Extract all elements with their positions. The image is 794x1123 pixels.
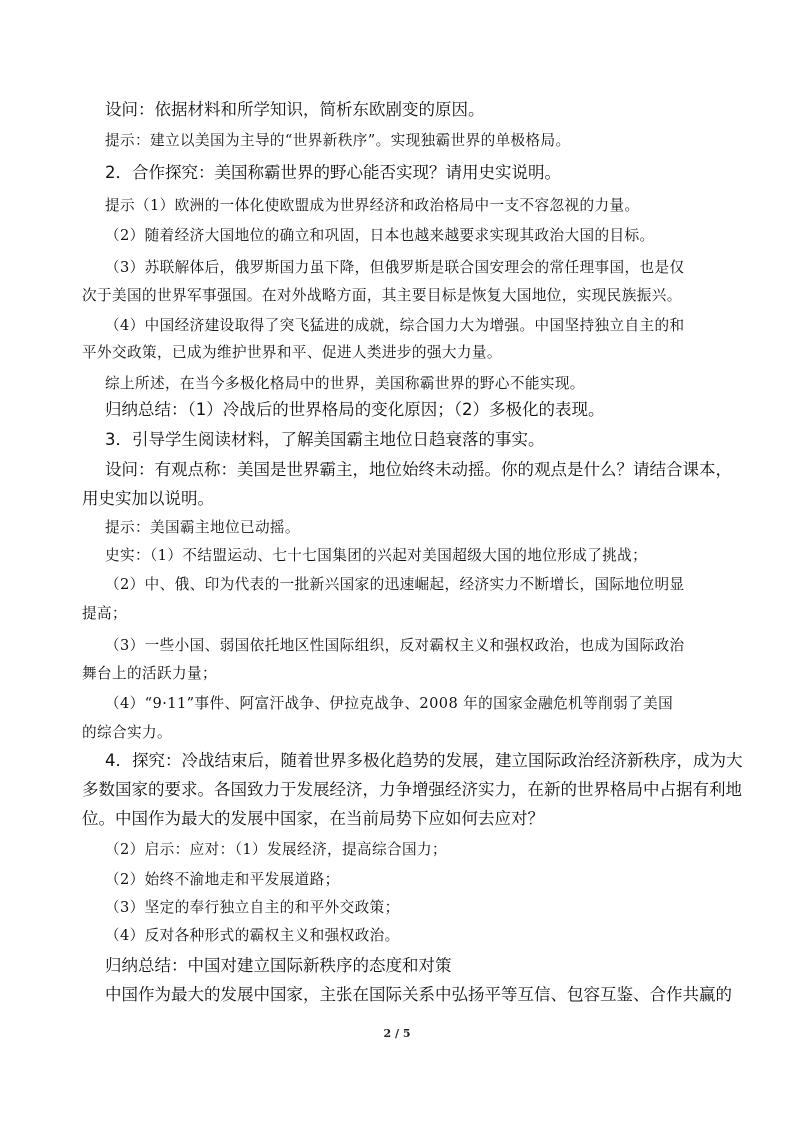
text-line: 史实：（1）不结盟运动、七十七国集团的兴起对美国超级大国的地位形成了挑战；	[105, 547, 648, 564]
text-line: 提示：美国霸主地位已动摇。	[105, 519, 300, 536]
page-number: 2 / 5	[383, 1027, 411, 1040]
text-line: 归纳总结：（1）冷战后的世界格局的变化原因；（2）多极化的表现。	[105, 400, 605, 419]
text-line: （2）中、俄、印为代表的一批新兴国家的迅速崛起，经济实力不断增长，国际地位明显	[105, 576, 685, 593]
text-line: 多数国家的要求。各国致力于发展经济，力争增强经济实力，在新的世界格局中占据有利地	[82, 780, 742, 799]
text-line: 4．探究：冷战结束后，随着世界多极化趋势的发展，建立国际政治经济新秩序，成为大	[105, 751, 743, 770]
text-line: （2）始终不渝地走和平发展道路；	[105, 871, 340, 888]
text-line: 位。中国作为最大的发展中国家，在当前局势下应如何去应对？	[82, 809, 544, 828]
text-line: 设问：有观点称：美国是世界霸主，地位始终未动摇。你的观点是什么？请结合课本，	[105, 460, 732, 479]
text-line: 2．合作探究：美国称霸世界的野心能否实现？请用史实说明。	[105, 163, 561, 182]
text-line: （4）反对各种形式的霸权主义和强权政治。	[105, 927, 400, 944]
text-line: 归纳总结：中国对建立国际新秩序的态度和对策	[105, 956, 452, 975]
text-line: 3．引导学生阅读材料，了解美国霸主地位日趋衰落的事实。	[105, 430, 545, 449]
text-line: （3）一些小国、弱国依托地区性国际组织，反对霸权主义和强权政治，也成为国际政治	[105, 637, 685, 654]
text-line: 中国作为最大的发展中国家，主张在国际关系中弘扬平等互信、包容互鉴、合作共赢的	[105, 985, 732, 1004]
text-line: （3）坚定的奉行独立自主的和平外交政策；	[105, 899, 400, 916]
text-line: 次于美国的世界军事强国。在对外战略方面，其主要目标是恢复大国地位，实现民族振兴。	[82, 287, 682, 304]
text-line: 设问：依据材料和所学知识，简析东欧剧变的原因。	[105, 100, 485, 119]
text-line: 综上所述，在当今多极化格局中的世界，美国称霸世界的野心不能实现。	[105, 375, 585, 392]
text-line: 提示：建立以美国为主导的“世界新秩序”。实现独霸世界的单极格局。	[105, 132, 571, 149]
text-line: 舞台上的活跃力量；	[82, 665, 217, 682]
text-line: （2）随着经济大国地位的确立和巩固，日本也越来越要求实现其政治大国的目标。	[105, 227, 655, 244]
text-line: （4）中国经济建设取得了突飞猛进的成就，综合国力大为增强。中国坚持独立自主的和	[105, 317, 685, 334]
text-line: 用史实加以说明。	[82, 489, 214, 508]
text-line: （3）苏联解体后，俄罗斯国力虽下降，但俄罗斯是联合国安理会的常任理事国，也是仅	[105, 259, 685, 276]
text-line: 的综合实力。	[82, 724, 172, 741]
text-line: （2）启示：应对：（1）发展经济，提高综合国力；	[105, 841, 447, 858]
text-line: （4）“9·11”事件、阿富汗战争、伊拉克战争、2008 年的国家金融危机等削弱了美国	[105, 695, 674, 712]
text-line: 提高；	[82, 605, 127, 622]
text-line: 提示（1）欧洲的一体化使欧盟成为世界经济和政治格局中一支不容忽视的力量。	[105, 197, 640, 214]
text-line: 平外交政策，已成为维护世界和平、促进人类进步的强大力量。	[82, 344, 502, 361]
